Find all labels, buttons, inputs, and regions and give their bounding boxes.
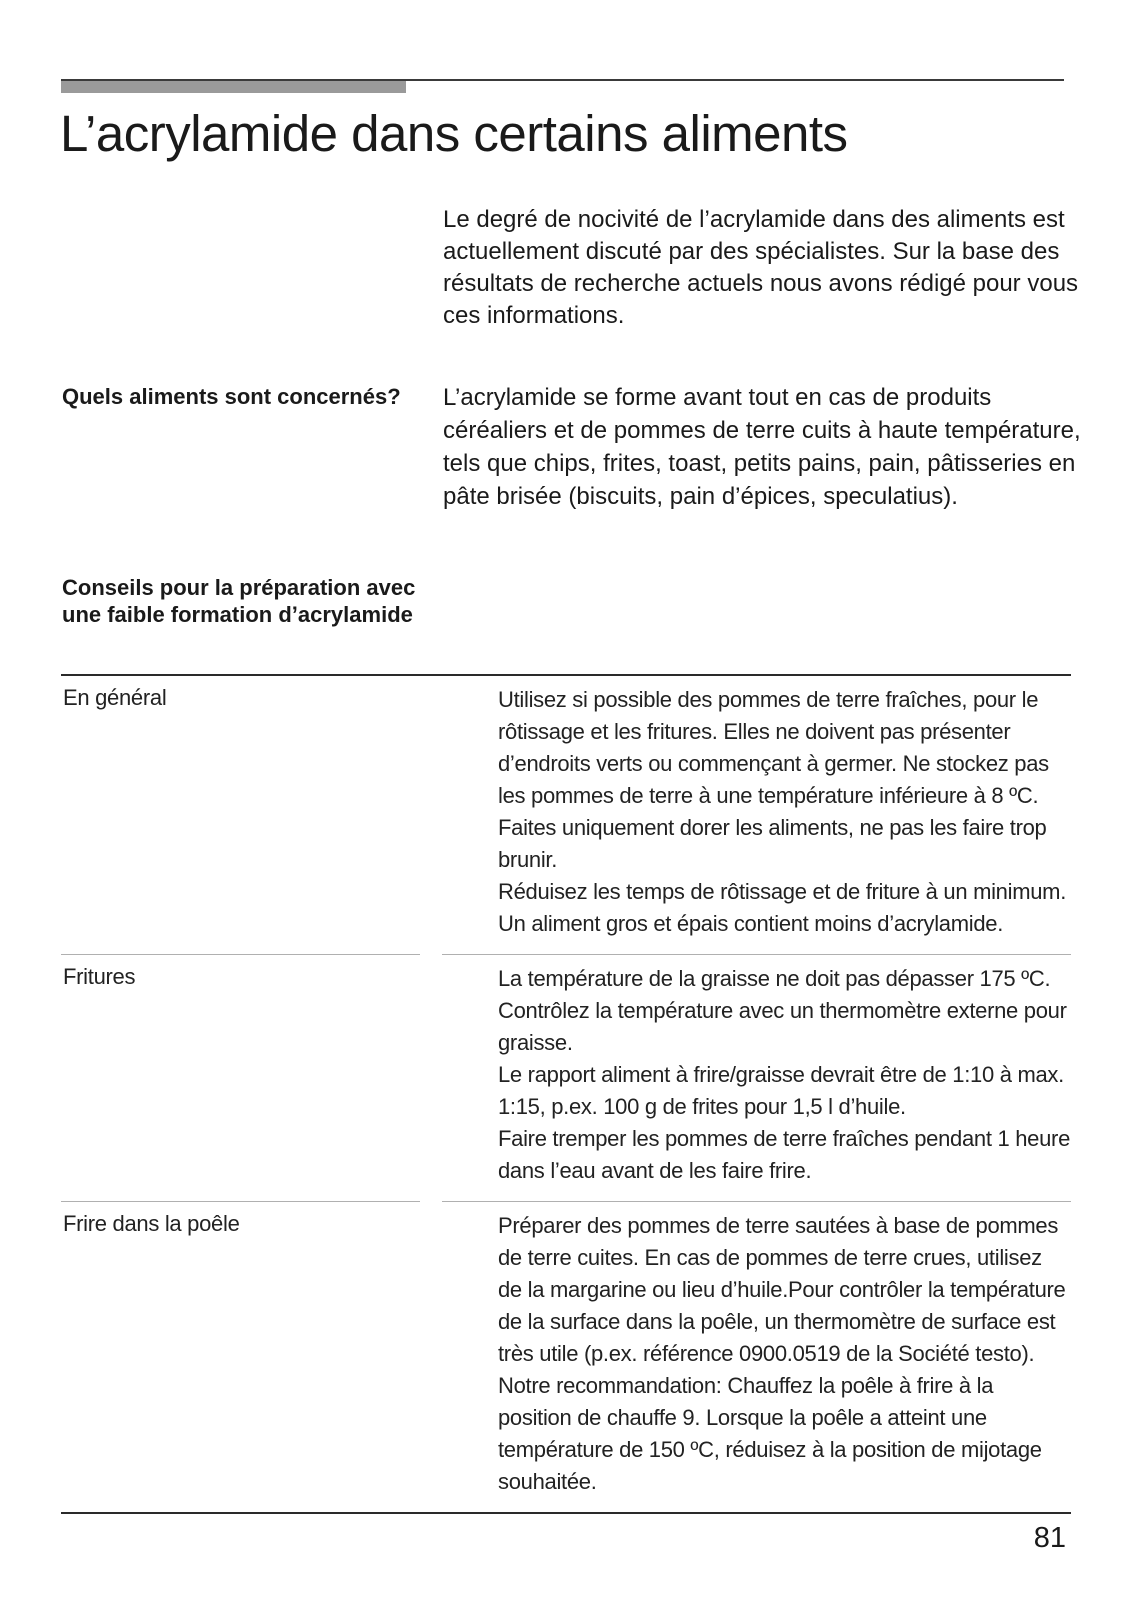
tip-paragraph: Faites uniquement dorer les aliments, ne pas les faire trop brunir. [498,815,1047,872]
tips-row-label: En général [63,685,167,710]
page-title: L’acrylamide dans certains aliments [60,105,848,162]
tip-paragraph: Un aliment gros et épais contient moins d’acrylamide. [498,911,1004,936]
header-accent-bar [61,81,406,93]
page-number: 81 [1033,1522,1066,1554]
tip-paragraph: Faire tremper les pommes de terre fraîches pendant 1 heure dans l’eau avant de les faire frire. [498,1126,1071,1183]
tips-row-frying [61,955,1071,1201]
tip-paragraph: Utilisez si possible des pommes de terre fraîches, pour le rôtissage et les fritures. Elles ne doivent pas présenter d’endroits verts ou commençant à germer. Ne stockez pas les pommes de terre à une température inférieure à 8 ºC. [498,687,1049,808]
tips-row-label: Fritures [63,964,136,989]
tips-row-text [498,1202,1071,1512]
tips-row-label: Frire dans la poêle [63,1211,240,1236]
foods-paragraph: L’acrylamide se forme avant tout en cas de produits céréaliers et de pommes de terre cuits à haute température, tels que chips, frites, toast, petits pains, pain, pâtisseries en pâte brisée (biscuits, pain d’épices, speculatius). [443,384,1081,510]
intro-paragraph: Le degré de nocivité de l’acrylamide dans des aliments est actuellement discuté par des spécialistes. Sur la base des résultats de recherche actuels nous avons rédigé pour vous ces informations. [443,206,1079,329]
tip-paragraph: La température de la graisse ne doit pas dépasser 175 ºC. Contrôlez la température avec un thermomètre externe pour graisse. [498,966,1067,1055]
foods-heading: Quels aliments sont concernés? [62,384,401,409]
tips-row-general [61,676,1071,954]
tip-paragraph: Le rapport aliment à frire/graisse devrait être de 1:10 à max. 1:15, p.ex. 100 g de frites pour 1,5 l d’huile. [498,1062,1064,1119]
tips-table [61,674,1071,1514]
tips-row-text [498,676,1071,954]
tip-paragraph: Préparer des pommes de terre sautées à base de pommes de terre cuites. En cas de pommes de terre crues, utilisez de la margarine ou lieu d’huile.Pour contrôler la température de la surface dans la poêle, un thermomètre de surface est très utile (p.ex. référence 0900.0519 de la Société testo). Notre recommandation: Chauffez la poêle à frire à la position de chauffe 9. Lorsque la poêle a atteint une température de 150 ºC, réduisez à la position de mijotage souhaitée. [498,1213,1066,1494]
tips-row-text [498,955,1071,1201]
tips-heading: Conseils pour la préparation avec une faible formation d’acrylamide [62,575,416,627]
tip-paragraph: Réduisez les temps de rôtissage et de friture à un minimum. [498,879,1067,904]
tips-row-pan-frying [61,1202,1071,1512]
